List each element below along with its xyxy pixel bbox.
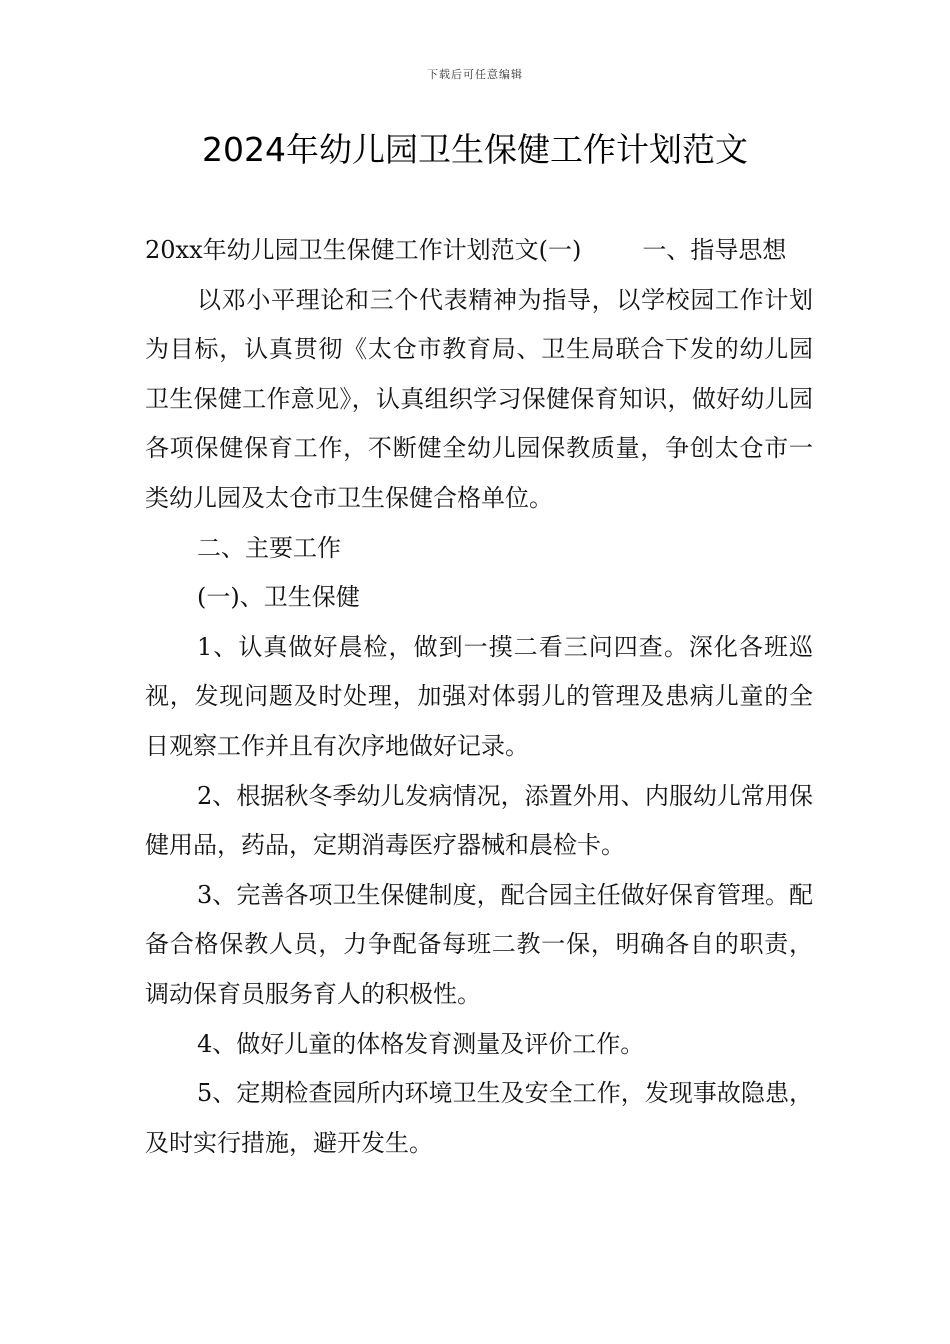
list-item-1: 1、认真做好晨检，做到一摸二看三问四查。深化各班巡视，发现问题及时处理，加强对体弱儿的管理及患病儿童的全日观察工作并且有次序地做好记录。	[145, 632, 813, 760]
list-item-5: 5、定期检查园所内环境卫生及安全工作，发现事故隐患，及时实行措施，避开发生。	[145, 1079, 813, 1157]
list-item-2: 2、根据秋冬季幼儿发病情况，添置外用、内服幼儿常用保健用品，药品，定期消毒医疗器械和晨检卡。	[145, 781, 813, 860]
paragraph-guiding-ideology: 以邓小平理论和三个代表精神为指导，以学校园工作计划为目标，认真贯彻《太仓市教育局、卫生局联合下发的幼儿园卫生保健工作意见》，认真组织学习保健保育知识，做好幼儿园各项保健保育工作，不断健全幼儿园保教质量，争创太仓市一类幼儿园及太仓市卫生保健合格单位。	[145, 285, 813, 512]
subsection-heading-health-care: (一)、卫生保健	[197, 583, 360, 612]
list-item-4: 4、做好儿童的体格发育测量及评价工作。	[197, 1029, 645, 1058]
paragraph-intro: 20xx年幼儿园卫生保健工作计划范文(一) 一、指导思想	[145, 236, 787, 264]
header-note: 下载后可任意编辑	[427, 68, 523, 81]
section-heading-main-work: 二、主要工作	[197, 533, 341, 562]
list-item-3: 3、完善各项卫生保健制度，配合园主任做好保育管理。配备合格保教人员，力争配备每班二教一保，明确各自的职责，调动保育员服务育人的积极性。	[145, 880, 813, 1008]
document-title: 2024年幼儿园卫生保健工作计划范文	[202, 130, 748, 169]
document-body	[145, 226, 813, 1168]
